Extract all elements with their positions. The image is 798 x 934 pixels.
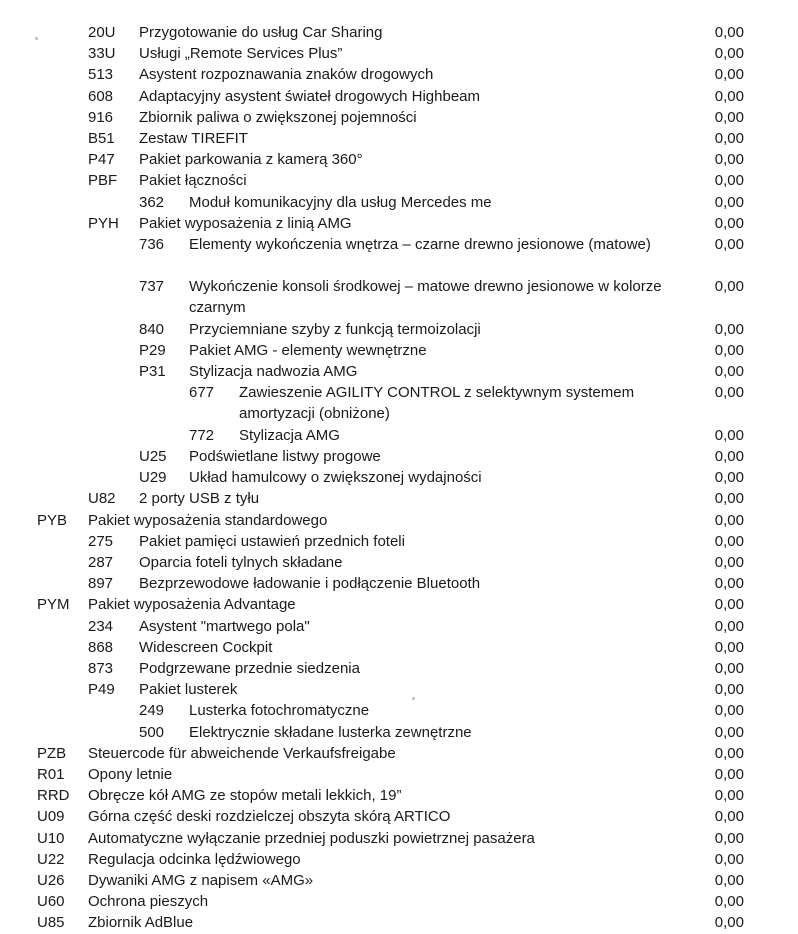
option-code: U82 <box>88 490 116 508</box>
option-price: 0,00 <box>714 532 744 550</box>
option-price: 0,00 <box>714 660 744 677</box>
option-row <box>0 86 798 107</box>
option-row <box>0 679 798 700</box>
option-price: 0,00 <box>714 872 744 889</box>
option-description: Pakiet pamięci ustawień przednich foteli <box>139 532 405 550</box>
option-description: 2 porty USB z tyłu <box>139 490 260 508</box>
option-price: 0,00 <box>714 596 744 614</box>
option-row <box>0 891 798 912</box>
option-price: 0,00 <box>714 214 744 232</box>
option-row <box>0 700 798 721</box>
option-row <box>0 870 798 891</box>
option-description: Pakiet parkowania z kamerą 360° <box>139 151 363 169</box>
option-description: Pakiet AMG - elementy wewnętrzne <box>189 342 427 359</box>
option-code: U09 <box>37 808 65 826</box>
option-code: 677 <box>189 384 215 402</box>
option-code: R01 <box>37 766 65 783</box>
option-price: 0,00 <box>714 87 744 105</box>
option-code: 362 <box>139 193 165 211</box>
option-code: PYH <box>88 214 119 232</box>
option-row <box>0 446 798 467</box>
option-description: Widescreen Cockpit <box>139 638 273 656</box>
option-description: Usługi „Remote Services Plus” <box>139 45 343 63</box>
option-price: 0,00 <box>714 850 744 868</box>
option-code: 234 <box>88 617 114 635</box>
option-price: 0,00 <box>714 236 744 253</box>
option-row <box>0 828 798 849</box>
option-price: 0,00 <box>714 278 744 296</box>
option-code: U25 <box>139 448 167 465</box>
option-description: Podgrzewane przednie siedzenia <box>139 660 360 677</box>
option-row <box>0 573 798 594</box>
option-description: Zbiornik paliwa o zwiększonej pojemności <box>139 108 417 126</box>
option-price: 0,00 <box>714 723 744 741</box>
option-code: P31 <box>139 363 166 381</box>
option-code: U22 <box>37 850 65 868</box>
option-price: 0,00 <box>714 45 744 63</box>
option-price: 0,00 <box>714 808 744 826</box>
option-description: Pakiet lusterek <box>139 681 238 699</box>
option-row <box>0 806 798 827</box>
option-row <box>0 510 798 531</box>
option-row <box>0 192 798 213</box>
option-row <box>0 276 798 318</box>
option-price: 0,00 <box>714 766 744 783</box>
option-price: 0,00 <box>714 469 744 487</box>
option-price: 0,00 <box>714 108 744 126</box>
option-code: 840 <box>139 320 165 338</box>
option-row <box>0 170 798 191</box>
option-description: Przygotowanie do usług Car Sharing <box>139 24 383 41</box>
option-row <box>0 722 798 743</box>
option-code: 868 <box>88 638 114 656</box>
option-price: 0,00 <box>714 151 744 169</box>
option-price: 0,00 <box>714 638 744 656</box>
option-row <box>0 912 798 933</box>
option-description: Podświetlane listwy progowe <box>189 448 381 465</box>
option-code: 608 <box>88 87 114 105</box>
option-price: 0,00 <box>714 193 744 211</box>
option-code: PYB <box>37 511 68 529</box>
option-description: Regulacja odcinka lędźwiowego <box>88 850 301 868</box>
option-row <box>0 213 798 234</box>
option-code: 916 <box>88 108 114 126</box>
option-code: PBF <box>88 172 118 190</box>
option-price: 0,00 <box>714 744 744 762</box>
option-row <box>0 319 798 340</box>
option-description: Pakiet łączności <box>139 172 247 190</box>
option-code: P49 <box>88 681 115 699</box>
scan-speck <box>412 697 415 700</box>
option-code: 275 <box>88 532 114 550</box>
option-description: Automatyczne wyłączanie przedniej poduszki powietrznej pasażera <box>88 829 535 847</box>
option-description: Przyciemniane szyby z funkcją termoizolacji <box>189 320 481 338</box>
option-row <box>0 64 798 85</box>
option-row <box>0 382 798 424</box>
option-row <box>0 361 798 382</box>
option-price: 0,00 <box>714 617 744 635</box>
option-code: 20U <box>88 24 116 41</box>
option-description: Elementy wykończenia wnętrza – czarne drewno jesionowe (matowe) <box>189 236 651 253</box>
option-description: Zawieszenie AGILITY CONTROL z selektywnym systemem amortyzacji (obniżone) <box>239 384 635 423</box>
option-code: U60 <box>37 893 65 911</box>
option-price: 0,00 <box>714 681 744 699</box>
option-price: 0,00 <box>714 130 744 147</box>
option-code: 772 <box>189 426 215 444</box>
option-price: 0,00 <box>714 448 744 465</box>
option-code: U26 <box>37 872 65 889</box>
option-row <box>0 594 798 615</box>
option-row <box>0 616 798 637</box>
option-price: 0,00 <box>714 384 744 402</box>
option-description: Oparcia foteli tylnych składane <box>139 554 343 571</box>
option-code: 897 <box>88 575 114 593</box>
option-price: 0,00 <box>714 320 744 338</box>
option-description: Pakiet wyposażenia standardowego <box>88 511 328 529</box>
option-code: 737 <box>139 278 165 296</box>
option-row <box>0 849 798 870</box>
option-description: Wykończenie konsoli środkowej – matowe drewno jesionowe w kolorze czarnym <box>189 278 662 317</box>
option-description: Moduł komunikacyjny dla usług Mercedes me <box>189 193 492 211</box>
option-price: 0,00 <box>714 511 744 529</box>
option-row <box>0 149 798 170</box>
option-row <box>0 552 798 573</box>
option-description: Steuercode für abweichende Verkaufsfreigabe <box>88 744 396 762</box>
option-code: P29 <box>139 342 166 359</box>
option-code: PYM <box>37 596 70 614</box>
option-description: Bezprzewodowe ładowanie i podłączenie Bluetooth <box>139 575 481 593</box>
option-price: 0,00 <box>714 172 744 190</box>
scan-speck <box>35 37 38 40</box>
option-description: Dywaniki AMG z napisem «AMG» <box>88 872 314 889</box>
option-description: Pakiet wyposażenia Advantage <box>88 596 296 614</box>
option-row <box>0 234 798 276</box>
option-description: Zestaw TIREFIT <box>139 130 248 147</box>
option-row <box>0 488 798 509</box>
option-code: P47 <box>88 151 115 169</box>
option-code: RRD <box>37 787 70 805</box>
option-price: 0,00 <box>714 24 744 41</box>
option-description: Elektrycznie składane lusterka zewnętrzne <box>189 723 472 741</box>
option-row <box>0 658 798 679</box>
option-code: 736 <box>139 236 165 253</box>
option-row <box>0 531 798 552</box>
option-row <box>0 743 798 764</box>
option-code: PZB <box>37 744 67 762</box>
option-price: 0,00 <box>714 66 744 84</box>
option-code: U10 <box>37 829 65 847</box>
option-code: 500 <box>139 723 165 741</box>
option-price: 0,00 <box>714 490 744 508</box>
option-row <box>0 425 798 446</box>
option-description: Zbiornik AdBlue <box>88 914 194 932</box>
option-description: Górna część deski rozdzielczej obszyta skórą ARTICO <box>88 808 451 826</box>
option-row <box>0 43 798 64</box>
option-code: 287 <box>88 554 114 571</box>
option-price: 0,00 <box>714 342 744 359</box>
option-price: 0,00 <box>714 702 744 720</box>
option-row <box>0 128 798 149</box>
option-row <box>0 340 798 361</box>
option-description: Asystent "martwego pola" <box>139 617 310 635</box>
option-price: 0,00 <box>714 363 744 381</box>
option-code: 513 <box>88 66 114 84</box>
option-description: Obręcze kół AMG ze stopów metali lekkich, 19” <box>88 787 402 805</box>
option-description: Ochrona pieszych <box>88 893 209 911</box>
option-code: B51 <box>88 130 115 147</box>
option-description: Opony letnie <box>88 766 173 783</box>
option-code: 249 <box>139 702 165 720</box>
option-row <box>0 785 798 806</box>
option-description: Pakiet wyposażenia z linią AMG <box>139 214 352 232</box>
option-code: 33U <box>88 45 116 63</box>
option-price: 0,00 <box>714 575 744 593</box>
option-price: 0,00 <box>714 787 744 805</box>
option-description: Układ hamulcowy o zwiększonej wydajności <box>189 469 482 487</box>
option-code: U85 <box>37 914 65 932</box>
option-description: Adaptacyjny asystent świateł drogowych Highbeam <box>139 87 481 105</box>
option-code: 873 <box>88 660 114 677</box>
option-row <box>0 107 798 128</box>
option-code: U29 <box>139 469 167 487</box>
option-price: 0,00 <box>714 554 744 571</box>
option-price: 0,00 <box>714 829 744 847</box>
option-description: Lusterka fotochromatyczne <box>189 702 370 720</box>
option-description: Stylizacja nadwozia AMG <box>189 363 358 381</box>
option-price: 0,00 <box>714 893 744 911</box>
option-row <box>0 637 798 658</box>
option-row <box>0 764 798 785</box>
option-price: 0,00 <box>714 914 744 932</box>
option-price: 0,00 <box>714 426 744 444</box>
option-row <box>0 22 798 43</box>
option-description: Stylizacja AMG <box>239 426 340 444</box>
option-description: Asystent rozpoznawania znaków drogowych <box>139 66 434 84</box>
option-row <box>0 467 798 488</box>
